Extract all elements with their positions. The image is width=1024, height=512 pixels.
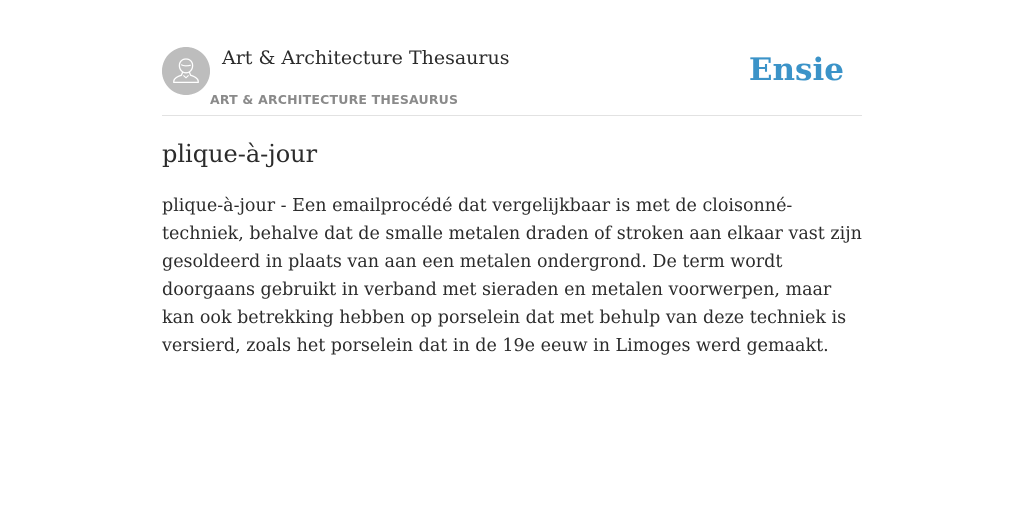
author-subtitle: ART & ARCHITECTURE THESAURUS (210, 92, 459, 107)
author-name[interactable]: Art & Architecture Thesaurus (222, 47, 510, 69)
entry-definition: plique-à-jour - Een emailprocédé dat vergelijkbaar is met de cloisonné-techniek, behalve dat de smalle metalen draden of stroken aan elkaar vast zijn gesoldeerd in plaats van aan een metalen ondergrond. De term wordt doorgaans gebruikt in verband met sieraden en metalen voorwerpen, maar kan ook betrekking hebben op porselein dat met behulp van deze techniek is versierd, zoals het porselein dat in de 19e eeuw in Limoges werd gemaakt. (162, 196, 862, 356)
entry-title: plique-à-jour (162, 140, 318, 168)
content-container (162, 0, 862, 356)
author-header (162, 0, 862, 116)
user-silhouette-icon (162, 47, 210, 95)
brand-logo[interactable]: Ensie (748, 52, 844, 88)
avatar[interactable] (162, 47, 210, 95)
